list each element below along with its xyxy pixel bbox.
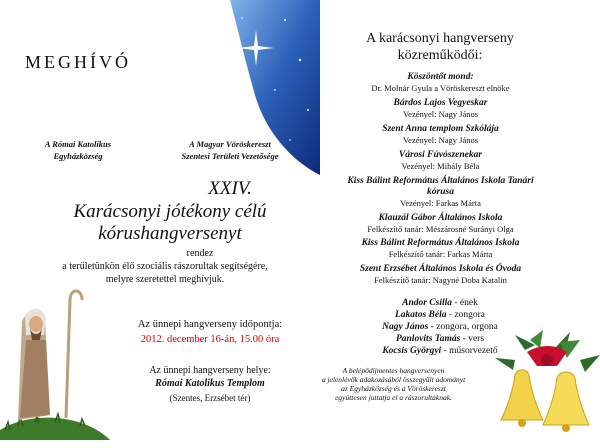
cast-item: Lakatos Béla - zongora [395,310,485,320]
performer-item: Köszöntőt mond: Dr. Molnár Gyula a Vöröskereszt elnöke [371,72,510,93]
purpose-text: a területünkön élő szociális rászorultak segítségére, melyre szeretettel meghívjuk. [62,261,268,285]
shepherd-illustration [0,280,110,440]
performer-item: Kiss Bálint Református Általános Iskola Tanári kórusa Vezényel: Farkas Márta [347,176,534,208]
invitation-heading: MEGHÍVÓ [25,52,131,72]
cast-item: Nagy János - zongora, orgona [382,322,498,332]
venue-label: Az ünnepi hangverseny helye: [149,365,271,376]
event-title: Karácsonyi jótékony célú kórushangversenyt [73,201,267,244]
cast-item: Panlovits Tamás - vers [395,334,485,344]
performer-item: Klauzál Gábor Általános Iskola Felkészítő tanár: Mészárosné Surányi Olga [367,213,514,234]
performer-item: Szent Anna templom Szkólája Vezényel: Nagy János [382,124,499,145]
performer-item: Bárdos Lajos Vegyeskar Vezényel: Nagy János [393,98,488,119]
christmas-bells-illustration [495,330,600,445]
organizer-catholic: A Római Katolikus Egyházközség [44,139,112,161]
cast-item: Kocsis Györgyi - műsorvezető [382,346,498,356]
venue-name: Római Katolikus Templom [155,378,265,389]
donation-note: A belépődíjmentes hangversenyen a jelenlévők adakozásából összegyűlt adományt az Egyházközség és a Vöröskereszt együttesen juttatja el a rászorultaknak. [321,366,466,402]
date-value: 2012. december 16-án, 15.00 óra [140,334,280,345]
organizer-red-cross: A Magyar Vöröskereszt Szentesi Területi Vezetősége [181,139,279,161]
performers-heading: A karácsonyi hangverseny közreműködői: [366,31,514,63]
performer-item: Szent Erzsébet Általános Iskola és Óvoda Felkészítő tanár: Nagyné Doba Katalin [359,264,522,285]
date-label: Az ünnepi hangverseny időpontja: [137,319,283,330]
performer-item: Városi Fúvószenekar Vezényel: Mihály Béla [398,150,483,171]
performer-item: Kiss Bálint Református Általános Iskola Felkészítő tanár: Farkas Márta [361,238,520,259]
rendez-text: rendez [186,248,214,259]
event-number: XXIV. [208,178,252,199]
cast-item: Andor Csilla - ének [402,298,478,308]
venue-address: (Szentes, Erzsébet tér) [169,393,251,403]
